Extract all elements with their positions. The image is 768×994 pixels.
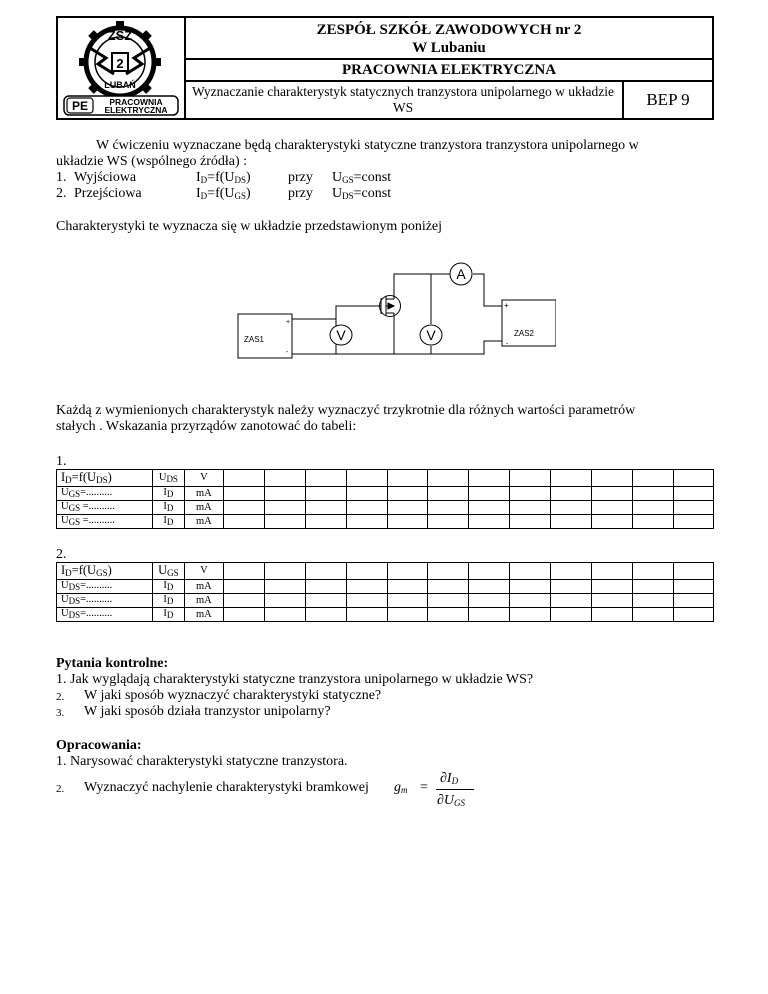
table-row <box>57 594 714 608</box>
exercise-code: BEP 9 <box>646 90 690 109</box>
row-unit: mA <box>184 515 223 529</box>
question-text: W jaki sposób działa tranzystor unipolarny? <box>84 704 331 719</box>
table2-title: $I_D=f(U_{GS})$ <box>57 563 153 580</box>
table-row <box>57 487 714 501</box>
row-quantity: $I_D$ <box>152 594 184 608</box>
header-divider <box>184 80 712 82</box>
instructions-line2: stałych . Wskazania przyrządów zanotować do tabeli: <box>56 419 357 434</box>
row-unit: mA <box>184 608 223 622</box>
table-row <box>57 515 714 529</box>
ammeter-label: A <box>456 266 466 282</box>
zas2-label: ZAS2 <box>514 329 535 338</box>
row-unit: mA <box>184 501 223 515</box>
formula-lhs: $g_m$ <box>394 780 408 795</box>
logo-cell <box>58 18 186 118</box>
instructions-line1: Każdą z wymienionych charakterystyk należy wyznaczyć trzykrotnie dla różnych wartości parametrów <box>56 403 636 418</box>
item-at: przy <box>288 186 313 201</box>
zas2-box <box>502 300 556 346</box>
table1-number: 1. <box>56 454 67 469</box>
table1-col2-head: $U_{DS}$ <box>152 470 184 487</box>
row-unit: mA <box>184 580 223 594</box>
zas2-plus: + <box>504 301 509 310</box>
voltmeter-label: V <box>336 327 346 343</box>
tasks-title: Opracowania: <box>56 738 142 753</box>
intro-line2: układzie WS (wspólnego źródła) : <box>56 154 248 169</box>
table-row <box>57 470 714 487</box>
formula-eq: = <box>420 780 428 795</box>
questions-title: Pytania kontrolne: <box>56 656 169 671</box>
zas2-minus: - <box>506 341 509 348</box>
exercise-title: Wyznaczanie charakterystyk statycznych tranzystora unipolarnego w układzie WS <box>191 84 614 115</box>
table1 <box>56 469 714 529</box>
row-quantity: $I_D$ <box>152 515 184 529</box>
school-logo-icon <box>58 18 184 118</box>
header-divider <box>184 58 712 60</box>
table2 <box>56 562 714 622</box>
row-label: $U_{DS}=$.......... <box>57 608 153 622</box>
table1-title: $I_D=f(U_{DS})$ <box>57 470 153 487</box>
school-name: ZESPÓŁ SZKÓŁ ZAWODOWYCH nr 2 <box>316 22 582 38</box>
table1-col3-head: V <box>184 470 223 487</box>
logo-top-letters: ZSZ <box>107 28 133 43</box>
item-number: 2. <box>56 186 67 201</box>
question-number: 1. <box>56 672 67 687</box>
question-number: 3. <box>56 707 65 719</box>
table2-col3-head: V <box>184 563 223 580</box>
fraction-bar <box>436 789 474 790</box>
logo-badge-line1: PRACOWNIA <box>109 97 163 107</box>
row-label: $U_{GS}=$.......... <box>57 487 153 501</box>
circuit-intro: Charakterystyki te wyznacza się w układzie przedstawionym poniżej <box>56 219 443 234</box>
item-function: $I_D=f(U_{DS})$ <box>196 170 251 185</box>
item-name: Przejściowa <box>74 186 142 201</box>
table2-col2-head: $U_{GS}$ <box>152 563 184 580</box>
formula-numerator: $\partial I_D$ <box>440 771 459 786</box>
zas1-minus: - <box>286 349 289 356</box>
row-unit: mA <box>184 487 223 501</box>
row-quantity: $I_D$ <box>152 580 184 594</box>
table-row <box>57 563 714 580</box>
item-condition: $U_{GS}=const$ <box>332 170 392 185</box>
logo-number: 2 <box>116 56 124 71</box>
row-quantity: $I_D$ <box>152 487 184 501</box>
intro-line1: W ćwiczeniu wyznaczane będą charakterystyki statyczne tranzystora tranzystora unipolarnego w <box>96 138 639 153</box>
zas1-label: ZAS1 <box>244 335 265 344</box>
item-condition: $U_{DS}=const$ <box>332 186 392 201</box>
item-at: przy <box>288 170 313 185</box>
item-number: 1. <box>56 170 67 185</box>
table-row <box>57 501 714 515</box>
task-number: 1. <box>56 754 67 769</box>
table-row <box>57 580 714 594</box>
logo-badge-abbr: PE <box>71 99 89 113</box>
task-number: 2. <box>56 783 65 795</box>
row-quantity: $I_D$ <box>152 608 184 622</box>
zas1-plus: + <box>286 319 291 326</box>
formula-denominator: $\partial U_{GS}$ <box>437 793 466 808</box>
logo-bottom-text: LUBAŃ <box>104 80 136 90</box>
row-label: $U_{DS}=$.......... <box>57 580 153 594</box>
task-text: Narysować charakterystyki statyczne tranzystora. <box>70 754 348 769</box>
school-city: W Lubaniu <box>412 40 486 56</box>
voltmeter-label: V <box>426 327 436 343</box>
table-row <box>57 608 714 622</box>
item-function: $I_D=f(U_{GS})$ <box>196 186 251 201</box>
row-label: $U_{GS}$ =.......... <box>57 515 153 529</box>
circuit-diagram <box>236 262 556 372</box>
row-quantity: $I_D$ <box>152 501 184 515</box>
table2-number: 2. <box>56 547 67 562</box>
lab-name: PRACOWNIA ELEKTRYCZNA <box>341 62 557 78</box>
task-text: Wyznaczyć nachylenie charakterystyki bramkowej <box>84 780 369 795</box>
question-text: Jak wyglądają charakterystyki statyczne tranzystora unipolarnego w układzie WS? <box>70 672 534 687</box>
row-label: $U_{GS}$ =.......... <box>57 501 153 515</box>
item-name: Wyjściowa <box>74 170 137 185</box>
question-text: W jaki sposób wyznaczyć charakterystyki statyczne? <box>84 688 382 703</box>
logo-badge-line2: ELEKTRYCZNA <box>104 105 168 115</box>
row-unit: mA <box>184 594 223 608</box>
header-box <box>56 16 714 120</box>
row-label: $U_{DS}=$.......... <box>57 594 153 608</box>
question-number: 2. <box>56 691 65 703</box>
